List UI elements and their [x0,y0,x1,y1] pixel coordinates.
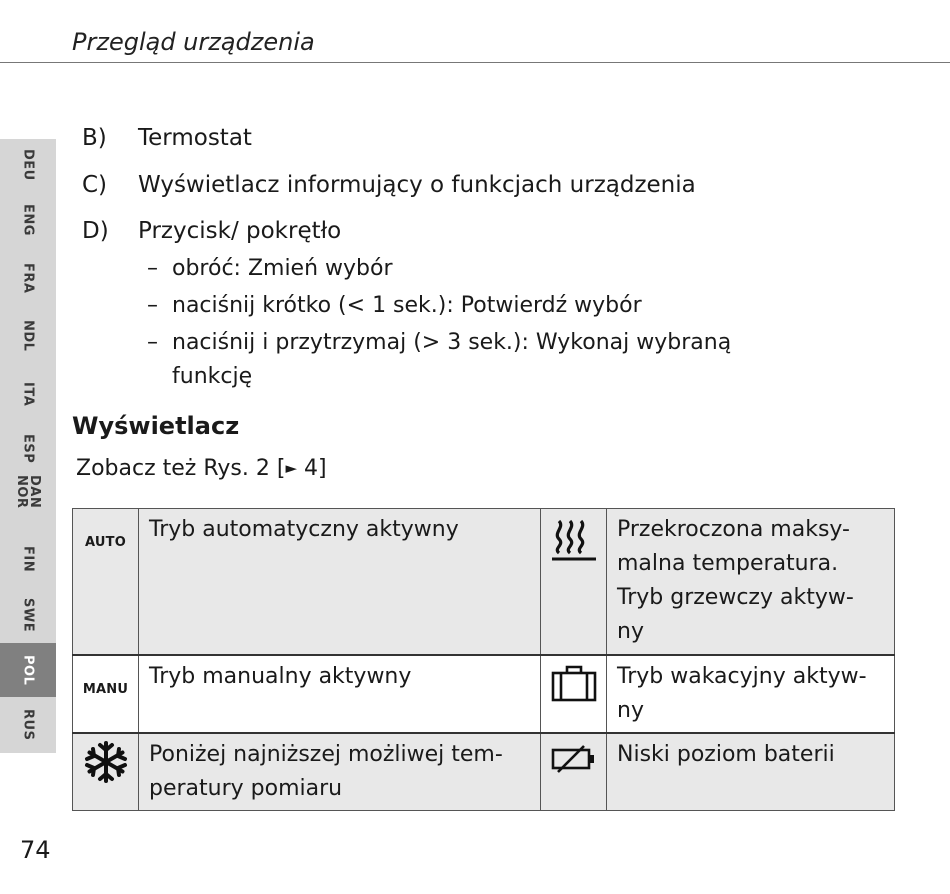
lang-tab-eng[interactable]: ENG [20,204,36,236]
figure-reference[interactable]: Zobacz też Rys. 2 [► 4] [76,456,327,481]
language-sidebar [0,139,56,753]
list-text: Wyświetlacz informujący o funkcjach urządzenia [138,172,696,198]
list-text: Przycisk/ pokrętło [138,218,342,244]
lang-tab-swe[interactable]: SWE [20,597,36,633]
table-cell-text: Tryb manualny aktywny [139,655,541,733]
suitcase-icon [541,655,607,733]
header-divider [0,62,950,63]
page-number: 74 [20,836,51,864]
snowflake-icon [73,733,139,811]
manual-mode-icon: MANU [73,655,139,733]
auto-mode-icon: AUTO [73,509,139,655]
table-row [73,733,895,811]
list-text: Termostat [138,125,252,151]
lang-tab-dan-nor[interactable]: DAN NOR [14,475,42,509]
battery-low-icon [541,733,607,811]
lang-tab-deu[interactable]: DEU [20,149,36,181]
list-letter: D) [82,218,109,244]
lang-tab-fra[interactable]: FRA [20,262,36,294]
table-cell-text: Tryb automatyczny aktywny [139,509,541,655]
table-cell-text: Tryb wakacyjny aktyw- ny [607,655,895,733]
table-row [73,655,895,733]
lang-tab-rus[interactable]: RUS [20,709,36,741]
lang-tab-ndl[interactable]: NDL [20,320,36,352]
lang-tab-ita[interactable]: ITA [20,381,36,407]
arrow-right-icon: ► [285,459,297,477]
list-letter: B) [82,125,107,151]
lang-tab-fin[interactable]: FIN [20,545,36,573]
page-header-title: Przegląd urządzenia [72,28,315,56]
lang-tab-pol[interactable]: POL [0,643,56,697]
lang-tab-esp[interactable]: ESP [20,434,36,464]
section-title: Wyświetlacz [72,412,240,440]
list-letter: C) [82,172,108,198]
table-row [73,509,895,655]
table-cell-text: Przekroczona maksy- malna temperatura. Tryb grzewczy aktyw- ny [607,509,895,655]
table-cell-text: Niski poziom baterii [607,733,895,811]
display-symbols-table [72,508,895,811]
table-cell-text: Poniżej najniższej możliwej tem- peratury pomiaru [139,733,541,811]
heat-icon [541,509,607,655]
